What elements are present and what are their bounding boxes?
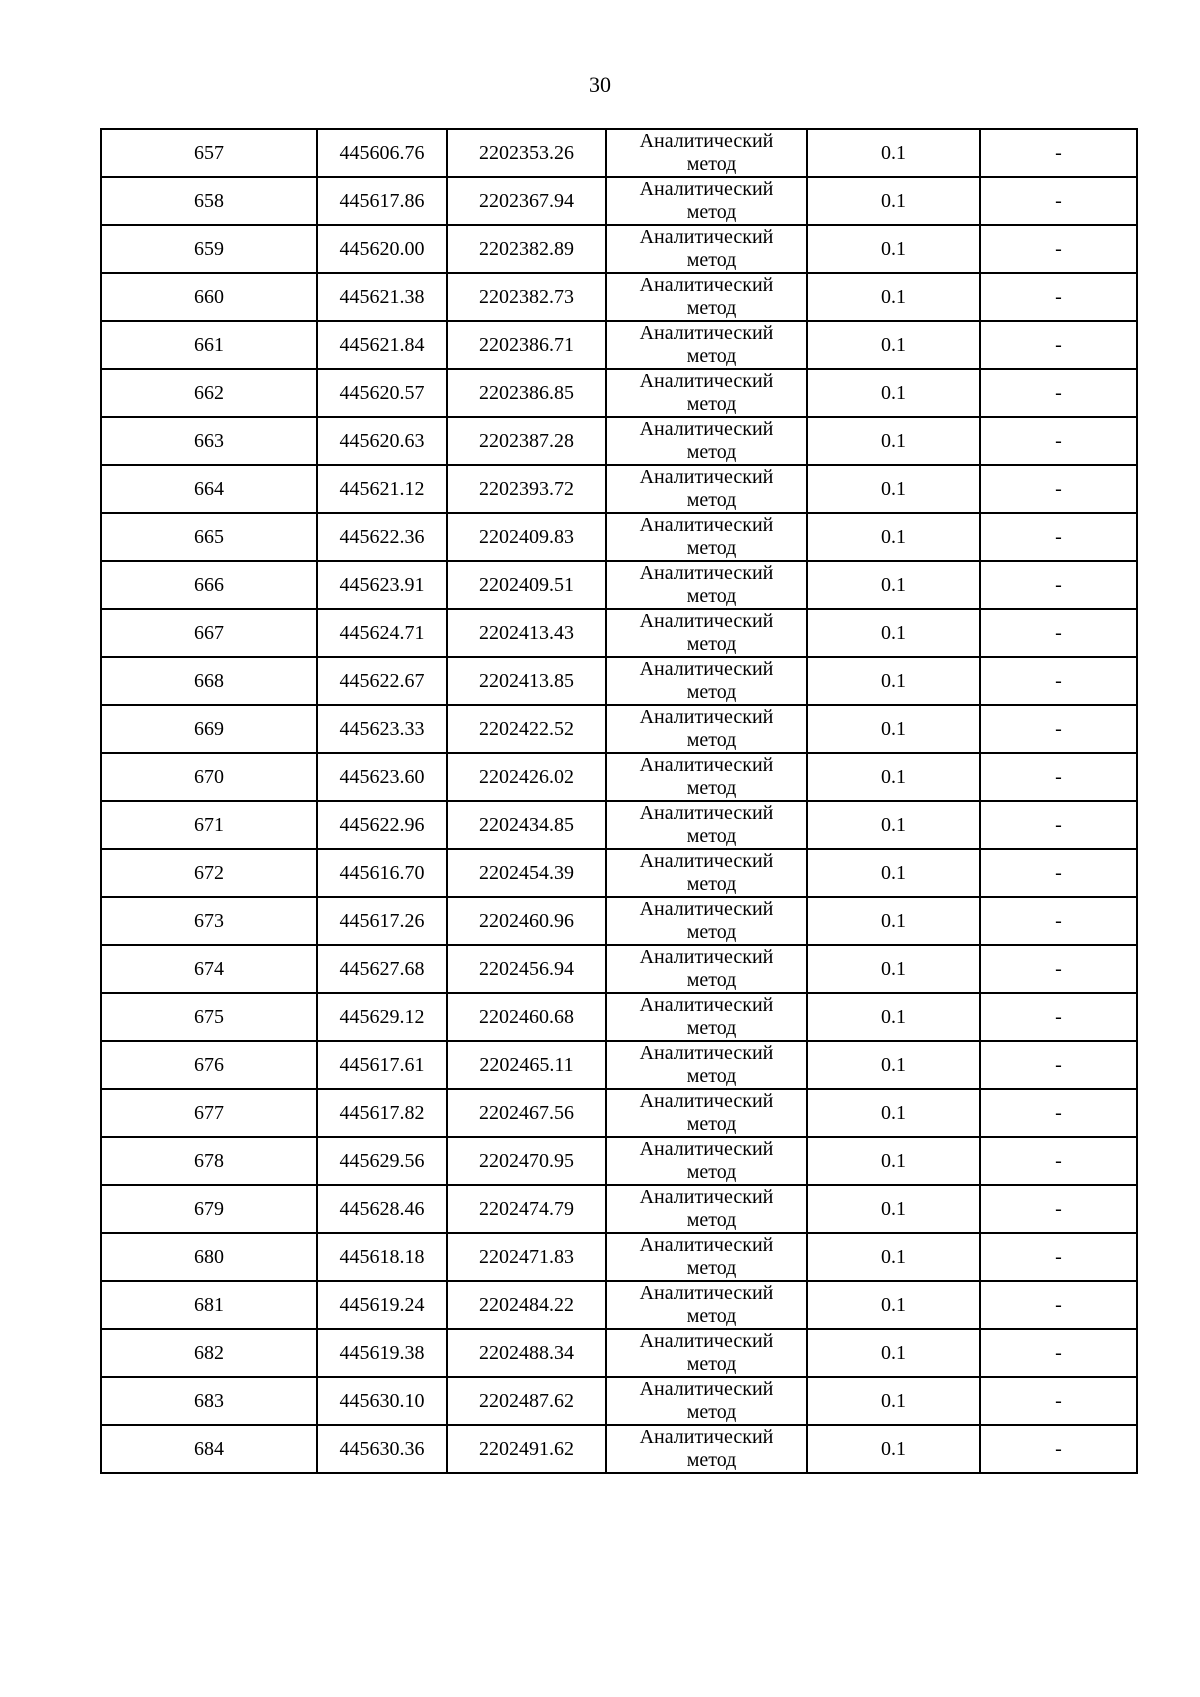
method-cell: [606, 657, 807, 705]
note-cell: -: [980, 1137, 1137, 1185]
x-coordinate-cell: 445629.56: [317, 1137, 447, 1185]
method-line-1: Аналитический: [639, 1378, 774, 1400]
method-line-1: Аналитический: [639, 178, 774, 200]
method-line-2: метод: [686, 1065, 737, 1087]
y-coordinate-cell: 2202474.79: [447, 1185, 606, 1233]
point-number-cell: 682: [101, 1329, 317, 1377]
method-line-1: Аналитический: [639, 1282, 774, 1304]
y-coordinate-cell: 2202367.94: [447, 177, 606, 225]
point-number-cell: 663: [101, 417, 317, 465]
method-cell: [606, 609, 807, 657]
point-number-cell: 660: [101, 273, 317, 321]
method-cell: [606, 465, 807, 513]
method-line-1: Аналитический: [639, 802, 774, 824]
x-coordinate-cell: 445620.00: [317, 225, 447, 273]
method-cell: [606, 273, 807, 321]
accuracy-cell: 0.1: [807, 369, 980, 417]
accuracy-cell: 0.1: [807, 657, 980, 705]
table-row: [101, 657, 1137, 705]
x-coordinate-cell: 445621.84: [317, 321, 447, 369]
point-number-cell: 662: [101, 369, 317, 417]
x-coordinate-cell: 445621.12: [317, 465, 447, 513]
note-cell: -: [980, 465, 1137, 513]
table-row: [101, 1233, 1137, 1281]
method-line-1: Аналитический: [639, 610, 774, 632]
method-cell: [606, 993, 807, 1041]
table-row: [101, 1041, 1137, 1089]
y-coordinate-cell: 2202470.95: [447, 1137, 606, 1185]
table-row: [101, 273, 1137, 321]
method-line-2: метод: [686, 633, 737, 655]
method-line-1: Аналитический: [639, 418, 774, 440]
point-number-cell: 665: [101, 513, 317, 561]
point-number-cell: 658: [101, 177, 317, 225]
table-row: [101, 801, 1137, 849]
x-coordinate-cell: 445616.70: [317, 849, 447, 897]
method-line-2: метод: [686, 1305, 737, 1327]
note-cell: -: [980, 513, 1137, 561]
method-line-2: метод: [686, 345, 737, 367]
x-coordinate-cell: 445623.60: [317, 753, 447, 801]
method-line-1: Аналитический: [639, 946, 774, 968]
accuracy-cell: 0.1: [807, 561, 980, 609]
note-cell: -: [980, 753, 1137, 801]
method-line-2: метод: [686, 777, 737, 799]
method-line-2: метод: [686, 825, 737, 847]
method-line-1: Аналитический: [639, 466, 774, 488]
method-cell: [606, 753, 807, 801]
x-coordinate-cell: 445606.76: [317, 129, 447, 177]
table-row: [101, 1185, 1137, 1233]
method-line-2: метод: [686, 489, 737, 511]
method-line-2: метод: [686, 1401, 737, 1423]
accuracy-cell: 0.1: [807, 753, 980, 801]
accuracy-cell: 0.1: [807, 1185, 980, 1233]
method-cell: [606, 1185, 807, 1233]
method-line-1: Аналитический: [639, 658, 774, 680]
y-coordinate-cell: 2202456.94: [447, 945, 606, 993]
method-line-2: метод: [686, 1209, 737, 1231]
table-row: [101, 993, 1137, 1041]
x-coordinate-cell: 445623.91: [317, 561, 447, 609]
y-coordinate-cell: 2202484.22: [447, 1281, 606, 1329]
method-cell: [606, 705, 807, 753]
point-number-cell: 675: [101, 993, 317, 1041]
x-coordinate-cell: 445617.86: [317, 177, 447, 225]
note-cell: -: [980, 1425, 1137, 1473]
accuracy-cell: 0.1: [807, 1281, 980, 1329]
method-line-2: метод: [686, 201, 737, 223]
y-coordinate-cell: 2202393.72: [447, 465, 606, 513]
y-coordinate-cell: 2202422.52: [447, 705, 606, 753]
method-cell: [606, 945, 807, 993]
method-line-2: метод: [686, 537, 737, 559]
method-line-1: Аналитический: [639, 850, 774, 872]
note-cell: -: [980, 945, 1137, 993]
table-row: [101, 705, 1137, 753]
method-line-1: Аналитический: [639, 274, 774, 296]
page-number: 30: [589, 72, 611, 97]
y-coordinate-cell: 2202409.83: [447, 513, 606, 561]
table-row: [101, 945, 1137, 993]
table-row: [101, 609, 1137, 657]
note-cell: -: [980, 801, 1137, 849]
point-number-cell: 673: [101, 897, 317, 945]
method-line-2: метод: [686, 1161, 737, 1183]
note-cell: -: [980, 273, 1137, 321]
x-coordinate-cell: 445620.57: [317, 369, 447, 417]
table-row: [101, 417, 1137, 465]
table-row: [101, 849, 1137, 897]
note-cell: -: [980, 1089, 1137, 1137]
x-coordinate-cell: 445617.61: [317, 1041, 447, 1089]
y-coordinate-cell: 2202471.83: [447, 1233, 606, 1281]
table-row: [101, 513, 1137, 561]
accuracy-cell: 0.1: [807, 993, 980, 1041]
point-number-cell: 683: [101, 1377, 317, 1425]
x-coordinate-cell: 445619.38: [317, 1329, 447, 1377]
point-number-cell: 667: [101, 609, 317, 657]
accuracy-cell: 0.1: [807, 945, 980, 993]
method-line-1: Аналитический: [639, 1186, 774, 1208]
note-cell: -: [980, 1041, 1137, 1089]
x-coordinate-cell: 445624.71: [317, 609, 447, 657]
note-cell: -: [980, 225, 1137, 273]
accuracy-cell: 0.1: [807, 321, 980, 369]
method-line-2: метод: [686, 1449, 737, 1471]
method-line-2: метод: [686, 585, 737, 607]
point-number-cell: 677: [101, 1089, 317, 1137]
accuracy-cell: 0.1: [807, 417, 980, 465]
point-number-cell: 684: [101, 1425, 317, 1473]
method-line-2: метод: [686, 969, 737, 991]
note-cell: -: [980, 657, 1137, 705]
note-cell: -: [980, 369, 1137, 417]
table-row: [101, 177, 1137, 225]
point-number-cell: 679: [101, 1185, 317, 1233]
method-line-1: Аналитический: [639, 562, 774, 584]
accuracy-cell: 0.1: [807, 705, 980, 753]
table-row: [101, 225, 1137, 273]
y-coordinate-cell: 2202467.56: [447, 1089, 606, 1137]
method-line-1: Аналитический: [639, 514, 774, 536]
table-row: [101, 1281, 1137, 1329]
method-line-2: метод: [686, 153, 737, 175]
x-coordinate-cell: 445628.46: [317, 1185, 447, 1233]
y-coordinate-cell: 2202409.51: [447, 561, 606, 609]
x-coordinate-cell: 445617.26: [317, 897, 447, 945]
method-line-2: метод: [686, 729, 737, 751]
x-coordinate-cell: 445617.82: [317, 1089, 447, 1137]
x-coordinate-cell: 445627.68: [317, 945, 447, 993]
note-cell: -: [980, 897, 1137, 945]
note-cell: -: [980, 177, 1137, 225]
method-line-1: Аналитический: [639, 1138, 774, 1160]
point-number-cell: 669: [101, 705, 317, 753]
accuracy-cell: 0.1: [807, 1089, 980, 1137]
method-cell: [606, 561, 807, 609]
method-line-1: Аналитический: [639, 1234, 774, 1256]
point-number-cell: 674: [101, 945, 317, 993]
method-cell: [606, 129, 807, 177]
table-row: [101, 753, 1137, 801]
note-cell: -: [980, 321, 1137, 369]
y-coordinate-cell: 2202487.62: [447, 1377, 606, 1425]
method-line-1: Аналитический: [639, 1330, 774, 1352]
y-coordinate-cell: 2202426.02: [447, 753, 606, 801]
note-cell: -: [980, 1329, 1137, 1377]
table-row: [101, 369, 1137, 417]
point-number-cell: 680: [101, 1233, 317, 1281]
point-number-cell: 661: [101, 321, 317, 369]
method-cell: [606, 1329, 807, 1377]
point-number-cell: 666: [101, 561, 317, 609]
accuracy-cell: 0.1: [807, 1329, 980, 1377]
y-coordinate-cell: 2202413.85: [447, 657, 606, 705]
note-cell: -: [980, 417, 1137, 465]
x-coordinate-cell: 445619.24: [317, 1281, 447, 1329]
accuracy-cell: 0.1: [807, 1041, 980, 1089]
accuracy-cell: 0.1: [807, 1233, 980, 1281]
method-line-1: Аналитический: [639, 1042, 774, 1064]
method-cell: [606, 1137, 807, 1185]
point-number-cell: 676: [101, 1041, 317, 1089]
table-row: [101, 465, 1137, 513]
y-coordinate-cell: 2202454.39: [447, 849, 606, 897]
accuracy-cell: 0.1: [807, 849, 980, 897]
method-line-1: Аналитический: [639, 1090, 774, 1112]
note-cell: -: [980, 1233, 1137, 1281]
note-cell: -: [980, 1185, 1137, 1233]
accuracy-cell: 0.1: [807, 129, 980, 177]
method-line-2: метод: [686, 873, 737, 895]
accuracy-cell: 0.1: [807, 177, 980, 225]
method-line-2: метод: [686, 1017, 737, 1039]
method-line-1: Аналитический: [639, 370, 774, 392]
y-coordinate-cell: 2202465.11: [447, 1041, 606, 1089]
point-number-cell: 659: [101, 225, 317, 273]
accuracy-cell: 0.1: [807, 465, 980, 513]
y-coordinate-cell: 2202382.89: [447, 225, 606, 273]
table-row: [101, 1377, 1137, 1425]
method-cell: [606, 177, 807, 225]
x-coordinate-cell: 445622.36: [317, 513, 447, 561]
point-number-cell: 681: [101, 1281, 317, 1329]
method-cell: [606, 849, 807, 897]
method-line-1: Аналитический: [639, 754, 774, 776]
method-line-1: Аналитический: [639, 994, 774, 1016]
method-line-2: метод: [686, 921, 737, 943]
y-coordinate-cell: 2202387.28: [447, 417, 606, 465]
method-line-2: метод: [686, 681, 737, 703]
method-cell: [606, 1041, 807, 1089]
x-coordinate-cell: 445622.67: [317, 657, 447, 705]
table-row: [101, 897, 1137, 945]
method-line-2: метод: [686, 1257, 737, 1279]
method-cell: [606, 321, 807, 369]
method-cell: [606, 1233, 807, 1281]
note-cell: -: [980, 993, 1137, 1041]
method-line-2: метод: [686, 1113, 737, 1135]
x-coordinate-cell: 445621.38: [317, 273, 447, 321]
accuracy-cell: 0.1: [807, 609, 980, 657]
table-row: [101, 1089, 1137, 1137]
note-cell: -: [980, 561, 1137, 609]
method-cell: [606, 1377, 807, 1425]
point-number-cell: 668: [101, 657, 317, 705]
method-line-2: метод: [686, 297, 737, 319]
x-coordinate-cell: 445622.96: [317, 801, 447, 849]
accuracy-cell: 0.1: [807, 225, 980, 273]
accuracy-cell: 0.1: [807, 513, 980, 561]
method-cell: [606, 897, 807, 945]
note-cell: -: [980, 849, 1137, 897]
table-row: [101, 561, 1137, 609]
method-line-1: Аналитический: [639, 130, 774, 152]
y-coordinate-cell: 2202386.71: [447, 321, 606, 369]
x-coordinate-cell: 445620.63: [317, 417, 447, 465]
x-coordinate-cell: 445630.10: [317, 1377, 447, 1425]
method-cell: [606, 801, 807, 849]
y-coordinate-cell: 2202386.85: [447, 369, 606, 417]
method-line-2: метод: [686, 249, 737, 271]
method-line-2: метод: [686, 1353, 737, 1375]
note-cell: -: [980, 609, 1137, 657]
method-line-1: Аналитический: [639, 322, 774, 344]
table-row: [101, 1425, 1137, 1473]
method-cell: [606, 369, 807, 417]
table-body: [101, 129, 1137, 1473]
table-row: [101, 129, 1137, 177]
accuracy-cell: 0.1: [807, 273, 980, 321]
point-number-cell: 678: [101, 1137, 317, 1185]
x-coordinate-cell: 445623.33: [317, 705, 447, 753]
x-coordinate-cell: 445629.12: [317, 993, 447, 1041]
method-cell: [606, 513, 807, 561]
accuracy-cell: 0.1: [807, 897, 980, 945]
accuracy-cell: 0.1: [807, 801, 980, 849]
accuracy-cell: 0.1: [807, 1425, 980, 1473]
coordinates-table: [100, 128, 1138, 1474]
accuracy-cell: 0.1: [807, 1137, 980, 1185]
y-coordinate-cell: 2202434.85: [447, 801, 606, 849]
note-cell: -: [980, 1281, 1137, 1329]
x-coordinate-cell: 445630.36: [317, 1425, 447, 1473]
method-cell: [606, 417, 807, 465]
point-number-cell: 670: [101, 753, 317, 801]
point-number-cell: 657: [101, 129, 317, 177]
note-cell: -: [980, 129, 1137, 177]
method-line-2: метод: [686, 393, 737, 415]
method-cell: [606, 1425, 807, 1473]
method-cell: [606, 225, 807, 273]
method-cell: [606, 1089, 807, 1137]
point-number-cell: 664: [101, 465, 317, 513]
method-line-1: Аналитический: [639, 706, 774, 728]
y-coordinate-cell: 2202491.62: [447, 1425, 606, 1473]
y-coordinate-cell: 2202382.73: [447, 273, 606, 321]
table-row: [101, 321, 1137, 369]
accuracy-cell: 0.1: [807, 1377, 980, 1425]
note-cell: -: [980, 705, 1137, 753]
y-coordinate-cell: 2202488.34: [447, 1329, 606, 1377]
method-line-1: Аналитический: [639, 1426, 774, 1448]
method-cell: [606, 1281, 807, 1329]
point-number-cell: 671: [101, 801, 317, 849]
y-coordinate-cell: 2202413.43: [447, 609, 606, 657]
table-row: [101, 1329, 1137, 1377]
table-row: [101, 1137, 1137, 1185]
method-line-1: Аналитический: [639, 226, 774, 248]
method-line-2: метод: [686, 441, 737, 463]
point-number-cell: 672: [101, 849, 317, 897]
x-coordinate-cell: 445618.18: [317, 1233, 447, 1281]
y-coordinate-cell: 2202353.26: [447, 129, 606, 177]
y-coordinate-cell: 2202460.96: [447, 897, 606, 945]
y-coordinate-cell: 2202460.68: [447, 993, 606, 1041]
method-line-1: Аналитический: [639, 898, 774, 920]
note-cell: -: [980, 1377, 1137, 1425]
